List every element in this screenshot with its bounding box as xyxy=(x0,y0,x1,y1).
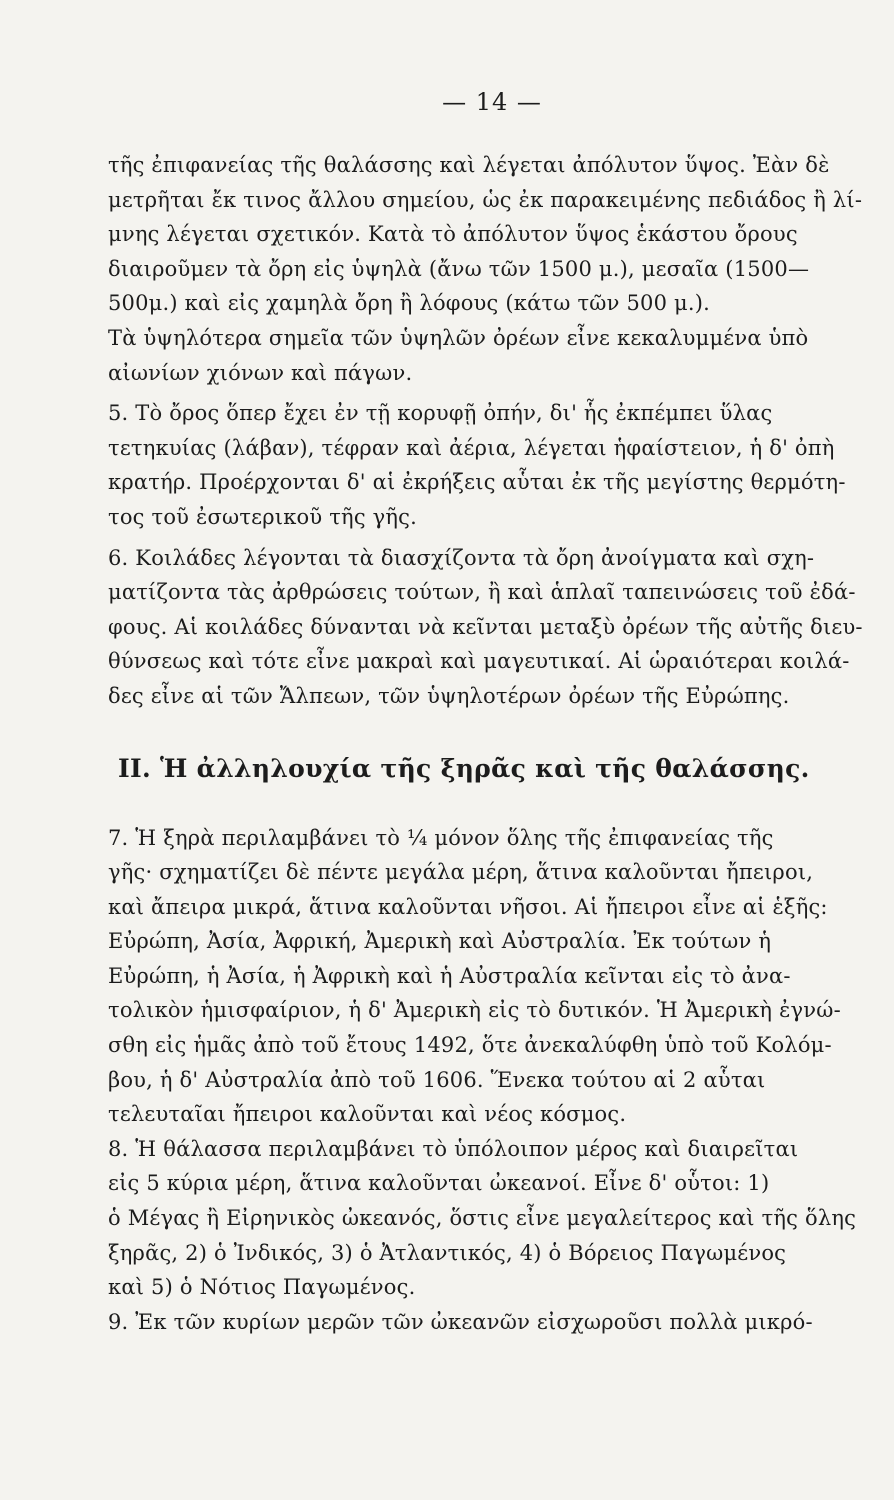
page-number: — 14 — xyxy=(442,88,542,116)
text-line: διαιροῦμεν τὰ ὄρη εἰς ὑψηλὰ (ἄνω τῶν 1500 μ.), μεσαῖα (1500— xyxy=(108,256,810,281)
text-line: 7. Ἡ ξηρὰ περιλαμβάνει τὸ ¼ μόνον ὅλης τῆς ἐπιφανείας τῆς xyxy=(108,825,774,850)
paragraph-9-oceans xyxy=(108,1305,856,1340)
paragraph-absolute-height xyxy=(108,148,863,390)
text-line: τετηκυίας (λάβαν), τέφραν καὶ ἀέρια, λέγεται ἡφαίστειον, ἡ δ' ὀπὴ xyxy=(108,435,835,460)
text-line: αἰωνίων χιόνων καὶ πάγων. xyxy=(108,360,413,385)
text-line: τῆς ἐπιφανείας τῆς θαλάσσης καὶ λέγεται ἀπόλυτον ὕψος. Ἐὰν δὲ xyxy=(108,153,830,177)
text-line: Εὐρώπη, Ἀσία, Ἀφρική, Ἀμερικὴ καὶ Αὐστραλία. Ἐκ τούτων ἡ xyxy=(108,929,772,954)
text-line: 6. Κοιλάδες λέγονται τὰ διασχίζοντα τὰ ὄρη ἀνοίγματα καὶ σχη- xyxy=(108,545,815,570)
paragraph-6-valleys xyxy=(108,541,863,714)
text-line: βου, ἡ δ' Αὐστραλία ἀπὸ τοῦ 1606. Ἕνεκα τούτου αἱ 2 αὗται xyxy=(108,1067,766,1092)
text-line: ὁ Μέγας ἢ Εἰρηνικὸς ὠκεανός, ὅστις εἶνε μεγαλείτερος καὶ τῆς ὅλης xyxy=(108,1206,857,1231)
paragraph-8-sea xyxy=(108,1132,856,1305)
text-line: ματίζοντα τὰς ἀρθρώσεις τούτων, ἢ καὶ ἁπλαῖ ταπεινώσεις τοῦ ἐδά- xyxy=(108,580,856,605)
text-line: 500μ.) καὶ εἰς χαμηλὰ ὄρη ἢ λόφους (κάτω τῶν 500 μ.). xyxy=(108,291,710,316)
text-line: φους. Αἱ κοιλάδες δύνανται νὰ κεῖνται μεταξὺ ὀρέων τῆς αὐτῆς διευ- xyxy=(108,614,863,639)
text-line: Τὰ ὑψηλότερα σημεῖα τῶν ὑψηλῶν ὀρέων εἶνε κεκαλυμμένα ὑπὸ xyxy=(108,325,809,350)
text-line: τος τοῦ ἐσωτερικοῦ τῆς γῆς. xyxy=(108,504,418,529)
text-line: ξηρᾶς, 2) ὁ Ἰνδικός, 3) ὁ Ἀτλαντικός, 4) ὁ Βόρειος Παγωμένος xyxy=(108,1240,787,1265)
text-line: γῆς· σχηματίζει δὲ πέντε μεγάλα μέρη, ἅτινα καλοῦνται ἤπειροι, xyxy=(108,860,814,885)
text-line: καὶ ἄπειρα μικρά, ἅτινα καλοῦνται νῆσοι. Αἱ ἤπειροι εἶνε αἱ ἑξῆς: xyxy=(108,894,828,919)
text-line: εἰς 5 κύρια μέρη, ἅτινα καλοῦνται ὠκεανοί. Εἶνε δ' οὗτοι: 1) xyxy=(108,1171,770,1196)
paragraph-5-volcano xyxy=(108,396,856,534)
text-line: τολικὸν ἡμισφαίριον, ἡ δ' Ἀμερικὴ εἰς τὸ δυτικόν. Ἡ Ἀμερικὴ ἐγνώ- xyxy=(108,998,841,1023)
text-line: κρατήρ. Προέρχονται δ' αἱ ἐκρήξεις αὗται ἐκ τῆς μεγίστης θερμότη- xyxy=(108,470,846,495)
paragraph-7-land xyxy=(108,821,856,1132)
text-line: καὶ 5) ὁ Νότιος Παγωμένος. xyxy=(108,1275,416,1300)
text-line: δες εἶνε αἱ τῶν Ἄλπεων, τῶν ὑψηλοτέρων ὀρέων τῆς Εὐρώπης. xyxy=(108,683,790,708)
text-line: 5. Τὸ ὄρος ὅπερ ἔχει ἐν τῇ κορυφῇ ὀπήν, δι' ἧς ἐκπέμπει ὕλας xyxy=(108,401,773,426)
text-line: τελευταῖαι ἤπειροι καλοῦνται καὶ νέος κόσμος. xyxy=(108,1102,627,1127)
text-line: μετρῆται ἔκ τινος ἄλλου σημείου, ὡς ἐκ παρακειμένης πεδιάδος ἢ λί- xyxy=(108,187,863,212)
text-line: 9. Ἐκ τῶν κυρίων μερῶν τῶν ὠκεανῶν εἰσχωροῦσι πολλὰ μικρό- xyxy=(108,1309,813,1334)
text-line: σθη εἰς ἡμᾶς ἀπὸ τοῦ ἔτους 1492, ὅτε ἀνεκαλύφθη ὑπὸ τοῦ Κολόμ- xyxy=(108,1033,832,1058)
text-line: 8. Ἡ θάλασσα περιλαμβάνει τὸ ὑπόλοιπον μέρος καὶ διαιρεῖται xyxy=(108,1136,799,1161)
text-line: μνης λέγεται σχετικόν. Κατὰ τὸ ἀπόλυτον ὕψος ἑκάστου ὄρους xyxy=(108,222,798,247)
text-line: Εὐρώπη, ἡ Ἀσία, ἡ Ἀφρικὴ καὶ ἡ Αὐστραλία κεῖνται εἰς τὸ ἀνα- xyxy=(108,963,791,988)
section-heading: II. Ἡ ἀλληλουχία τῆς ξηρᾶς καὶ τῆς θαλάσσης. xyxy=(118,753,810,783)
text-line: θύνσεως καὶ τότε εἶνε μακραὶ καὶ μαγευτικαί. Αἱ ὡραιότεραι κοιλά- xyxy=(108,649,850,674)
